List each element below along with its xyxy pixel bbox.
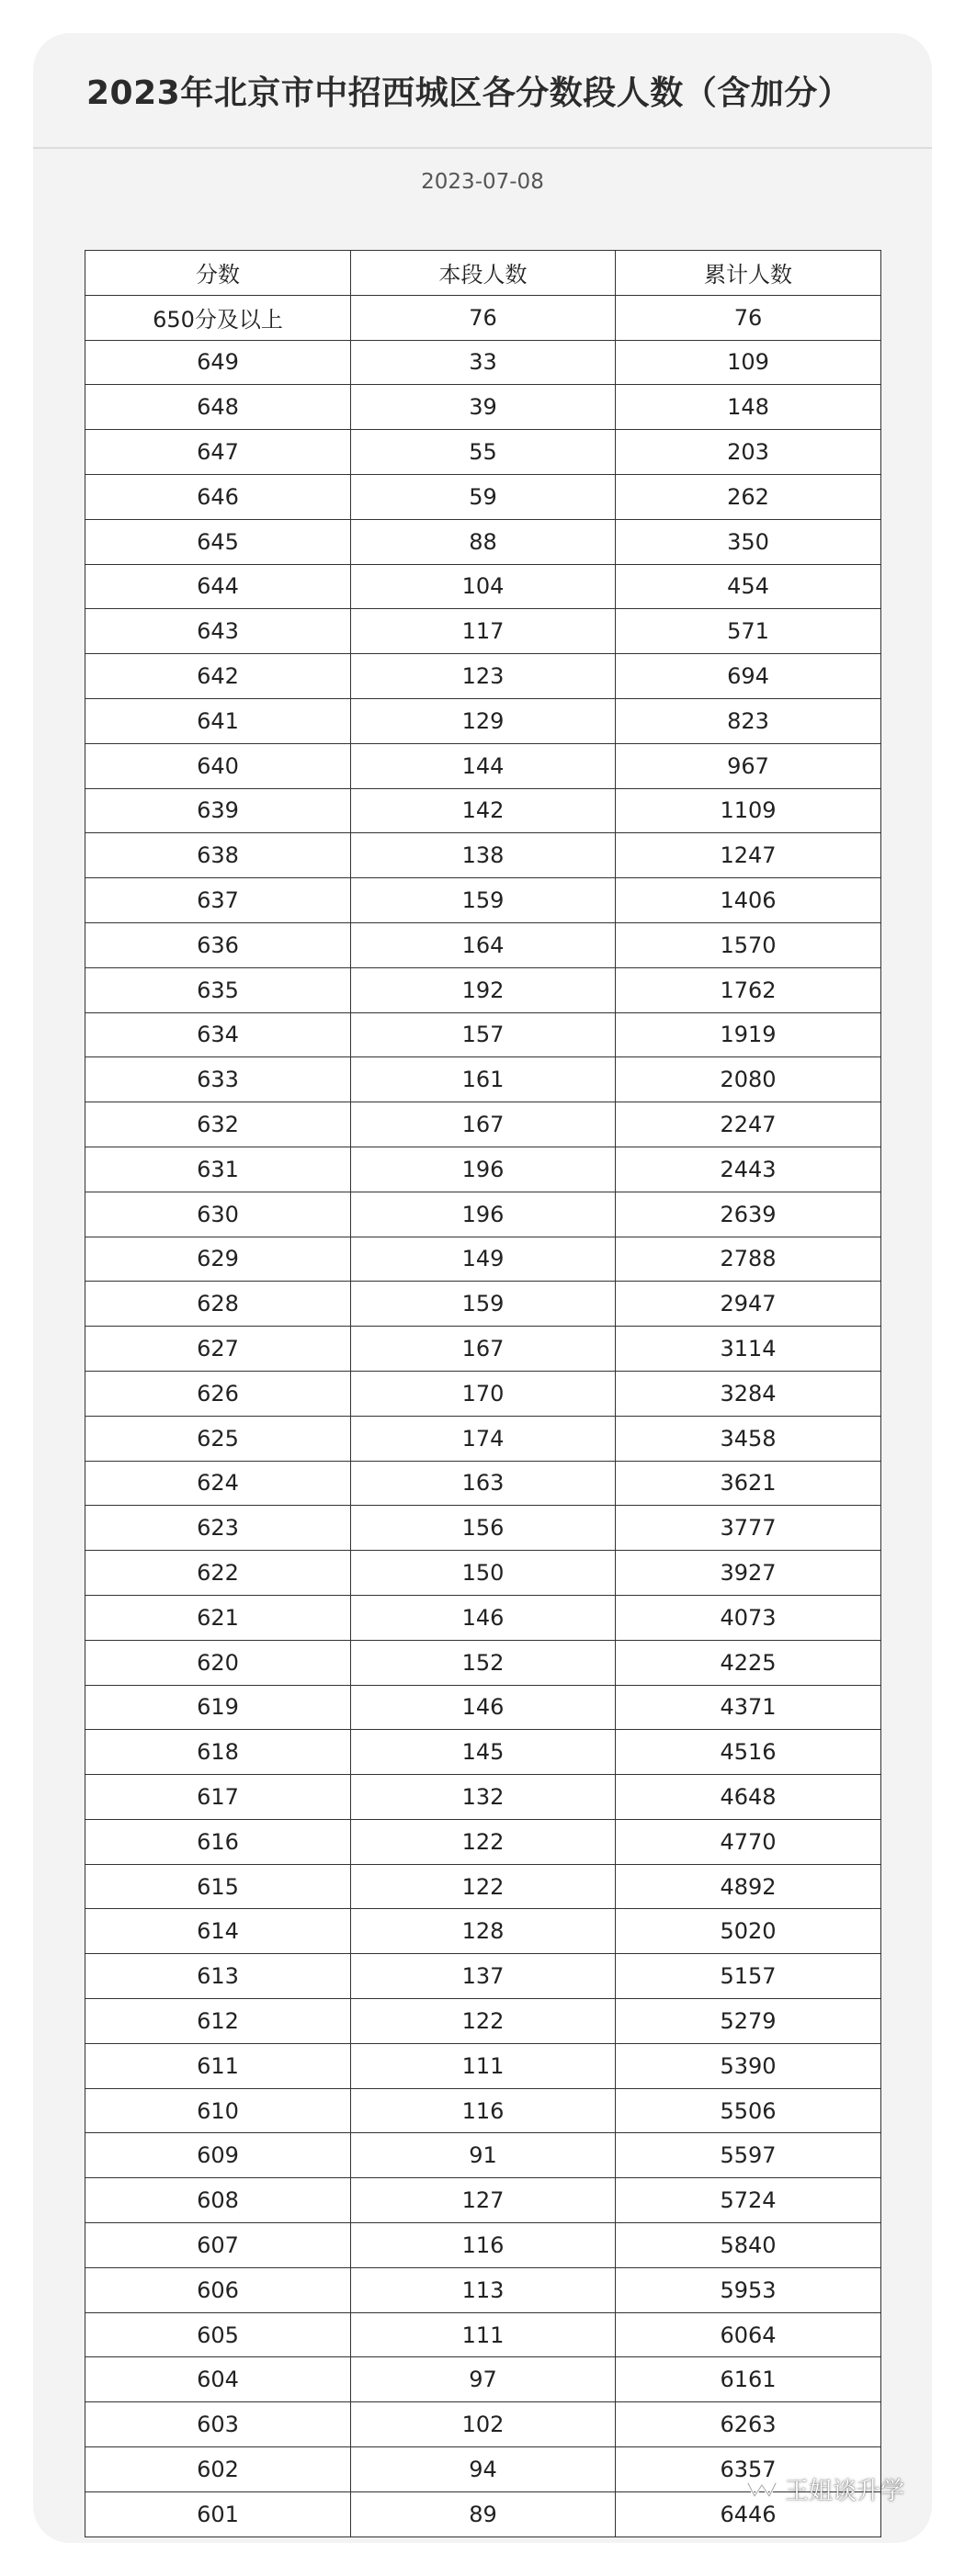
cell-segment-count: 94 xyxy=(351,2447,616,2492)
cell-cumulative-count: 5390 xyxy=(616,2043,881,2088)
table-row xyxy=(85,1551,881,1596)
table-row xyxy=(85,1685,881,1730)
table-row xyxy=(85,609,881,654)
table-row xyxy=(85,2312,881,2357)
table-row xyxy=(85,967,881,1012)
cell-score: 614 xyxy=(85,1909,351,1954)
cell-score: 622 xyxy=(85,1551,351,1596)
table-row xyxy=(85,1012,881,1057)
cell-cumulative-count: 2247 xyxy=(616,1102,881,1147)
table-row xyxy=(85,2402,881,2447)
page-title: 2023年北京市中招西城区各分数段人数（含加分） xyxy=(86,73,852,112)
cell-segment-count: 111 xyxy=(351,2312,616,2357)
cell-segment-count: 76 xyxy=(351,295,616,340)
cell-segment-count: 128 xyxy=(351,1909,616,1954)
cell-segment-count: 156 xyxy=(351,1506,616,1551)
cell-score: 637 xyxy=(85,878,351,923)
table-row xyxy=(85,1057,881,1102)
cell-score: 635 xyxy=(85,967,351,1012)
cell-score: 636 xyxy=(85,922,351,967)
table-row xyxy=(85,788,881,833)
table-row xyxy=(85,1416,881,1461)
cell-segment-count: 89 xyxy=(351,2491,616,2536)
table-row xyxy=(85,1730,881,1775)
cell-segment-count: 55 xyxy=(351,430,616,475)
cell-score: 618 xyxy=(85,1730,351,1775)
cell-cumulative-count: 1919 xyxy=(616,1012,881,1057)
cell-segment-count: 146 xyxy=(351,1685,616,1730)
table-row xyxy=(85,2088,881,2133)
cell-segment-count: 116 xyxy=(351,2223,616,2268)
table-row xyxy=(85,1327,881,1372)
table-row xyxy=(85,2133,881,2178)
cell-segment-count: 91 xyxy=(351,2133,616,2178)
cell-score: 617 xyxy=(85,1775,351,1820)
cell-cumulative-count: 4770 xyxy=(616,1819,881,1864)
table-row xyxy=(85,2223,881,2268)
cell-segment-count: 102 xyxy=(351,2402,616,2447)
cell-cumulative-count: 3458 xyxy=(616,1416,881,1461)
cell-segment-count: 137 xyxy=(351,1954,616,1999)
cell-cumulative-count: 967 xyxy=(616,743,881,788)
cell-segment-count: 196 xyxy=(351,1192,616,1237)
cell-cumulative-count: 3284 xyxy=(616,1371,881,1416)
cell-score: 640 xyxy=(85,743,351,788)
cell-segment-count: 33 xyxy=(351,340,616,385)
cell-segment-count: 159 xyxy=(351,878,616,923)
cell-score: 605 xyxy=(85,2312,351,2357)
card-header xyxy=(33,33,932,149)
cell-segment-count: 164 xyxy=(351,922,616,967)
table-row xyxy=(85,833,881,878)
cell-cumulative-count: 1406 xyxy=(616,878,881,923)
cell-segment-count: 159 xyxy=(351,1282,616,1327)
table-row xyxy=(85,654,881,699)
cell-score: 638 xyxy=(85,833,351,878)
cell-segment-count: 146 xyxy=(351,1595,616,1640)
cell-score: 639 xyxy=(85,788,351,833)
cell-score: 625 xyxy=(85,1416,351,1461)
cell-cumulative-count: 1762 xyxy=(616,967,881,1012)
table-row xyxy=(85,1282,881,1327)
table-row xyxy=(85,1819,881,1864)
cell-score: 641 xyxy=(85,698,351,743)
cell-segment-count: 157 xyxy=(351,1012,616,1057)
cell-cumulative-count: 5953 xyxy=(616,2267,881,2312)
cell-segment-count: 129 xyxy=(351,698,616,743)
cell-score: 616 xyxy=(85,1819,351,1864)
table-row xyxy=(85,1640,881,1685)
cell-score: 604 xyxy=(85,2357,351,2402)
table-header-row xyxy=(85,251,881,296)
cell-segment-count: 196 xyxy=(351,1147,616,1192)
cell-score: 606 xyxy=(85,2267,351,2312)
cell-cumulative-count: 203 xyxy=(616,430,881,475)
cell-cumulative-count: 3621 xyxy=(616,1461,881,1506)
cell-score: 603 xyxy=(85,2402,351,2447)
cell-cumulative-count: 6263 xyxy=(616,2402,881,2447)
cell-cumulative-count: 148 xyxy=(616,385,881,430)
cell-segment-count: 167 xyxy=(351,1102,616,1147)
cell-segment-count: 122 xyxy=(351,1999,616,2044)
cell-segment-count: 145 xyxy=(351,1730,616,1775)
cell-cumulative-count: 1109 xyxy=(616,788,881,833)
cell-cumulative-count: 350 xyxy=(616,519,881,564)
cell-segment-count: 167 xyxy=(351,1327,616,1372)
cell-score: 630 xyxy=(85,1192,351,1237)
cell-segment-count: 117 xyxy=(351,609,616,654)
cell-segment-count: 170 xyxy=(351,1371,616,1416)
cell-score: 649 xyxy=(85,340,351,385)
column-header-cumulative-count: 累计人数 xyxy=(616,251,881,296)
cell-cumulative-count: 5157 xyxy=(616,1954,881,1999)
cell-score: 648 xyxy=(85,385,351,430)
cell-cumulative-count: 454 xyxy=(616,564,881,609)
cell-cumulative-count: 3927 xyxy=(616,1551,881,1596)
table-row xyxy=(85,519,881,564)
cell-score: 633 xyxy=(85,1057,351,1102)
cell-cumulative-count: 6064 xyxy=(616,2312,881,2357)
cell-cumulative-count: 4371 xyxy=(616,1685,881,1730)
cell-cumulative-count: 5020 xyxy=(616,1909,881,1954)
cell-cumulative-count: 5506 xyxy=(616,2088,881,2133)
cell-segment-count: 163 xyxy=(351,1461,616,1506)
cell-score: 607 xyxy=(85,2223,351,2268)
cell-cumulative-count: 2639 xyxy=(616,1192,881,1237)
cell-cumulative-count: 2788 xyxy=(616,1237,881,1282)
table-row xyxy=(85,1595,881,1640)
cell-segment-count: 104 xyxy=(351,564,616,609)
cell-cumulative-count: 5597 xyxy=(616,2133,881,2178)
cell-segment-count: 97 xyxy=(351,2357,616,2402)
table-row xyxy=(85,2178,881,2223)
cell-score: 626 xyxy=(85,1371,351,1416)
table-row xyxy=(85,2043,881,2088)
table-row xyxy=(85,1371,881,1416)
cell-score: 628 xyxy=(85,1282,351,1327)
cell-segment-count: 116 xyxy=(351,2088,616,2133)
cell-segment-count: 150 xyxy=(351,1551,616,1596)
table-row xyxy=(85,474,881,519)
cell-segment-count: 149 xyxy=(351,1237,616,1282)
table-row xyxy=(85,2357,881,2402)
cell-cumulative-count: 5840 xyxy=(616,2223,881,2268)
cell-cumulative-count: 3777 xyxy=(616,1506,881,1551)
cell-segment-count: 122 xyxy=(351,1864,616,1909)
publish-date: 2023-07-08 xyxy=(421,170,544,194)
table-body xyxy=(85,295,881,2536)
cell-cumulative-count: 6357 xyxy=(616,2447,881,2492)
column-header-segment-count: 本段人数 xyxy=(351,251,616,296)
cell-score: 621 xyxy=(85,1595,351,1640)
cell-score: 609 xyxy=(85,2133,351,2178)
cell-score: 624 xyxy=(85,1461,351,1506)
cell-score: 631 xyxy=(85,1147,351,1192)
cell-score: 613 xyxy=(85,1954,351,1999)
cell-score: 647 xyxy=(85,430,351,475)
cell-score: 611 xyxy=(85,2043,351,2088)
cell-cumulative-count: 6161 xyxy=(616,2357,881,2402)
cell-score: 646 xyxy=(85,474,351,519)
cell-score: 615 xyxy=(85,1864,351,1909)
cell-score: 602 xyxy=(85,2447,351,2492)
cell-segment-count: 138 xyxy=(351,833,616,878)
table-row xyxy=(85,1461,881,1506)
cell-cumulative-count: 2443 xyxy=(616,1147,881,1192)
cell-cumulative-count: 76 xyxy=(616,295,881,340)
cell-score: 612 xyxy=(85,1999,351,2044)
watermark-text: 王姐谈升学 xyxy=(784,2478,904,2505)
table-row xyxy=(85,1192,881,1237)
cell-segment-count: 144 xyxy=(351,743,616,788)
cell-score: 610 xyxy=(85,2088,351,2133)
table-row xyxy=(85,340,881,385)
cell-score: 601 xyxy=(85,2491,351,2536)
wechat-channel-icon xyxy=(746,2480,778,2500)
cell-segment-count: 161 xyxy=(351,1057,616,1102)
score-distribution-table xyxy=(85,250,881,2537)
cell-score: 634 xyxy=(85,1012,351,1057)
table-row xyxy=(85,430,881,475)
cell-segment-count: 142 xyxy=(351,788,616,833)
cell-segment-count: 132 xyxy=(351,1775,616,1820)
cell-cumulative-count: 2080 xyxy=(616,1057,881,1102)
cell-score: 620 xyxy=(85,1640,351,1685)
cell-score: 650分及以上 xyxy=(85,295,351,340)
cell-score: 629 xyxy=(85,1237,351,1282)
cell-cumulative-count: 5279 xyxy=(616,1999,881,2044)
cell-cumulative-count: 4892 xyxy=(616,1864,881,1909)
cell-segment-count: 122 xyxy=(351,1819,616,1864)
cell-cumulative-count: 2947 xyxy=(616,1282,881,1327)
cell-segment-count: 39 xyxy=(351,385,616,430)
cell-cumulative-count: 1570 xyxy=(616,922,881,967)
table-row xyxy=(85,878,881,923)
cell-cumulative-count: 4648 xyxy=(616,1775,881,1820)
cell-score: 623 xyxy=(85,1506,351,1551)
cell-segment-count: 123 xyxy=(351,654,616,699)
cell-score: 644 xyxy=(85,564,351,609)
cell-segment-count: 152 xyxy=(351,1640,616,1685)
cell-cumulative-count: 571 xyxy=(616,609,881,654)
cell-score: 627 xyxy=(85,1327,351,1372)
column-header-score: 分数 xyxy=(85,251,351,296)
cell-cumulative-count: 823 xyxy=(616,698,881,743)
table-row xyxy=(85,743,881,788)
cell-cumulative-count: 3114 xyxy=(616,1327,881,1372)
table-row xyxy=(85,564,881,609)
cell-cumulative-count: 694 xyxy=(616,654,881,699)
watermark xyxy=(746,2472,904,2506)
article-card xyxy=(33,33,932,2543)
cell-cumulative-count: 1247 xyxy=(616,833,881,878)
cell-segment-count: 88 xyxy=(351,519,616,564)
cell-cumulative-count: 5724 xyxy=(616,2178,881,2223)
cell-score: 608 xyxy=(85,2178,351,2223)
cell-cumulative-count: 6446 xyxy=(616,2491,881,2536)
cell-cumulative-count: 262 xyxy=(616,474,881,519)
cell-cumulative-count: 4225 xyxy=(616,1640,881,1685)
cell-segment-count: 113 xyxy=(351,2267,616,2312)
cell-segment-count: 192 xyxy=(351,967,616,1012)
cell-cumulative-count: 109 xyxy=(616,340,881,385)
cell-score: 619 xyxy=(85,1685,351,1730)
cell-segment-count: 127 xyxy=(351,2178,616,2223)
cell-cumulative-count: 4516 xyxy=(616,1730,881,1775)
table-row xyxy=(85,295,881,340)
table-row xyxy=(85,2267,881,2312)
cell-segment-count: 59 xyxy=(351,474,616,519)
table-row xyxy=(85,1999,881,2044)
cell-score: 643 xyxy=(85,609,351,654)
table-row xyxy=(85,1102,881,1147)
cell-score: 642 xyxy=(85,654,351,699)
table-row xyxy=(85,1147,881,1192)
table-row xyxy=(85,385,881,430)
table-row xyxy=(85,1864,881,1909)
table-row xyxy=(85,1909,881,1954)
cell-segment-count: 111 xyxy=(351,2043,616,2088)
cell-score: 632 xyxy=(85,1102,351,1147)
table-row xyxy=(85,922,881,967)
table-row xyxy=(85,1954,881,1999)
table-row xyxy=(85,698,881,743)
cell-segment-count: 174 xyxy=(351,1416,616,1461)
cell-cumulative-count: 4073 xyxy=(616,1595,881,1640)
table-row xyxy=(85,1506,881,1551)
score-table-container xyxy=(85,250,880,2537)
table-row xyxy=(85,1237,881,1282)
cell-score: 645 xyxy=(85,519,351,564)
table-row xyxy=(85,1775,881,1820)
